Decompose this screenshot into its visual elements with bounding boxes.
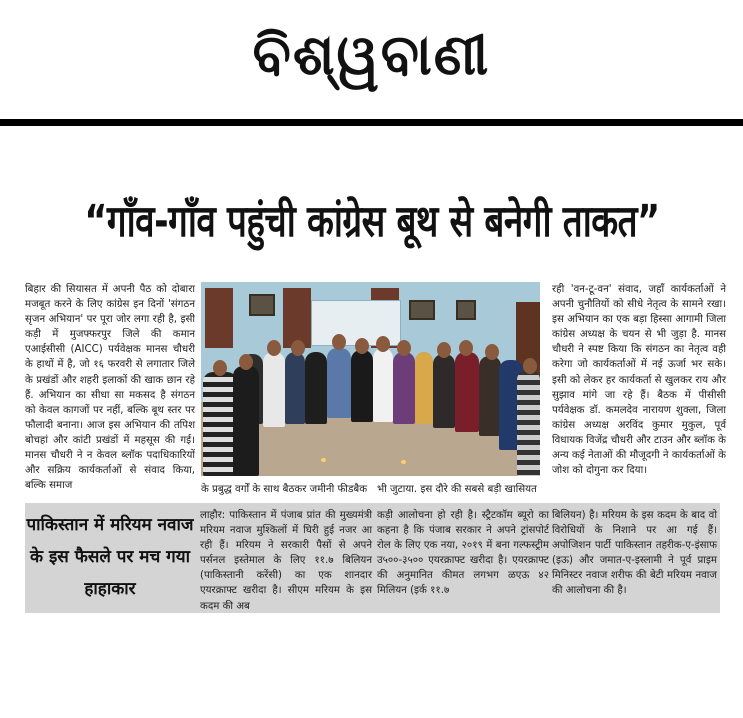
newspaper-title: ବିଶ୍ୱବାଣୀ xyxy=(252,23,491,88)
photo-head xyxy=(213,360,227,376)
side-story-column-1: लाहौर: पाकिस्तान में पंजाब प्रांत की मुख्यमंत्री मरियम नवाज मुश्किलों में घिरी हुई नजर आ रही हैं। मरियम ने सरकारी पैसों से अपने पर्सनल इस्तेमाल के लिए ११.७ बिलियन (पाकिस्तानी करेंसी) का एक शानदार एयरक्राफ्ट खरीदा है। सीएम मरियम के इस कदम की अब xyxy=(200,510,372,612)
article-photo xyxy=(201,282,540,476)
photo-head xyxy=(485,344,499,360)
side-story-box xyxy=(25,503,720,613)
photo-frame xyxy=(249,294,275,316)
photo-person xyxy=(203,372,237,476)
photo-head xyxy=(459,340,473,356)
main-headline: “गाँव-गाँव पहुंची कांग्रेस बूथ से बनेगी ताकत” xyxy=(84,197,660,247)
photo-person xyxy=(305,352,327,424)
side-story-headline: पाकिस्तान में मरियम नवाज के इस फैसले पर मच गया हाहाकार xyxy=(26,515,194,599)
photo-head xyxy=(523,358,537,374)
photo-person xyxy=(373,348,393,422)
masthead xyxy=(0,0,743,118)
photo-person xyxy=(263,352,285,427)
photo-diya xyxy=(321,458,326,462)
photo-person xyxy=(285,352,305,424)
photo-person xyxy=(455,352,479,432)
photo-person xyxy=(433,354,455,428)
photo-curtain xyxy=(283,288,311,348)
photo-person xyxy=(479,356,501,436)
photo-person xyxy=(233,366,259,476)
photo-head xyxy=(239,354,253,370)
photo-head xyxy=(437,342,451,358)
photo-person xyxy=(351,350,373,422)
side-story-column-3: बिलियन) है। मरियम के इस कदम के बाद वो विरोधियों के निशाने पर आ गई हैं। अपोजिशन पार्टी पाकिस्तान तहरीक-ए-इंसाफ (इऊ) और जमात-ए-इस्लामी ने पूर्व प्राइम मिनिस्टर नवाज शरीफ की बेटी मरियम नवाज की आलोचना की है। xyxy=(552,510,717,597)
photo-person xyxy=(517,370,540,476)
photo-frame xyxy=(409,300,435,320)
photo-head xyxy=(355,338,369,354)
photo-person xyxy=(415,352,433,424)
photo-head xyxy=(267,340,281,356)
photo-caption-right: भी जुटाया. इस दौरे की सबसे बड़ी खासियत xyxy=(377,484,537,495)
photo-person xyxy=(393,352,415,424)
article-column-left: बिहार की सियासत में अपनी पैठ को दोबारा मजबूत करने के लिए कांग्रेस इन दिनों 'संगठन सृजन अभियान' पर पूरा जोर लगा रही है, इसी कड़ी में मुजफ्फरपुर जिले की कमान एआईसीसी (AICC) पर्यवेक्षक मानस चौधरी के हाथों में है, जो १६ फरवरी से लगातार जिले के प्रखंडों और शहरी इलाकों की खाक छान रहे हैं. अभियान का सीधा सा मकसद है संगठन को केवल कागजों पर नहीं, बल्कि बूथ स्तर पर फौलादी बनाना। आज इस अभियान की तपिश बोचहां और कांटी प्रखंडों में महसूस की गई। मानस चौधरी ने न केवल ब्लॉक पदाधिकारियों और सक्रिय कार्यकर्ताओं से संवाद किया, बल्कि समाज xyxy=(25,284,195,492)
photo-curtain xyxy=(205,288,233,348)
photo-head xyxy=(332,334,346,350)
photo-person xyxy=(327,348,351,418)
photo-head xyxy=(397,340,411,356)
photo-frame xyxy=(456,300,476,320)
photo-diya xyxy=(401,460,406,464)
photo-head xyxy=(291,340,305,356)
masthead-rule xyxy=(0,119,743,126)
article-column-right: रही 'वन-टू-वन' संवाद, जहाँ कार्यकर्ताओं ने अपनी चुनौतियों को सीधे नेतृत्व के सामने रखा। इस अभियान का एक बड़ा हिस्सा आगामी जिला कांग्रेस अध्यक्ष के चयन से भी जुड़ा है. मानस चौधरी ने स्पष्ट किया कि संगठन का नेतृत्व वही करेगा जो कार्यकर्ताओं में नई ऊर्जा भर सके। इसी को लेकर हर कार्यकर्ता से खुलकर राय और सुझाव मांगे जा रहे हैं। बैठक में पीसीसी पर्यवेक्षक डॉ. कमलदेव नारायण शुक्ला, जिला कांग्रेस अध्यक्ष अरविंद कुमार मुकुल, पूर्व विधायक विजेंद्र चौधरी और टाउन और ब्लॉक के अन्य कई नेताओं की मौजूदगी ने कार्यकर्ताओं के जोश को दोगुना कर दिया। xyxy=(552,284,726,477)
photo-head xyxy=(376,336,390,352)
side-story-column-2: कड़ी आलोचना हो रही है। स्ट्रैटकॉम ब्यूरो का कहना है कि पंजाब सरकार ने अपने ट्रांसपोर्ट रोल के लिए एक नया, २०१९ में बना गल्फस्ट्रीम उ५००-३५०० एयरक्राफ्ट खरीदा है। एयरक्राफ्ट की अनुमानित कीमत लगभग ळएऊ ४२ मिलियन (इर्क ११.७ xyxy=(377,510,549,597)
photo-caption-left: के प्रबुद्ध वर्गों के साथ बैठकर जमीनी फीडबैक xyxy=(201,484,368,495)
